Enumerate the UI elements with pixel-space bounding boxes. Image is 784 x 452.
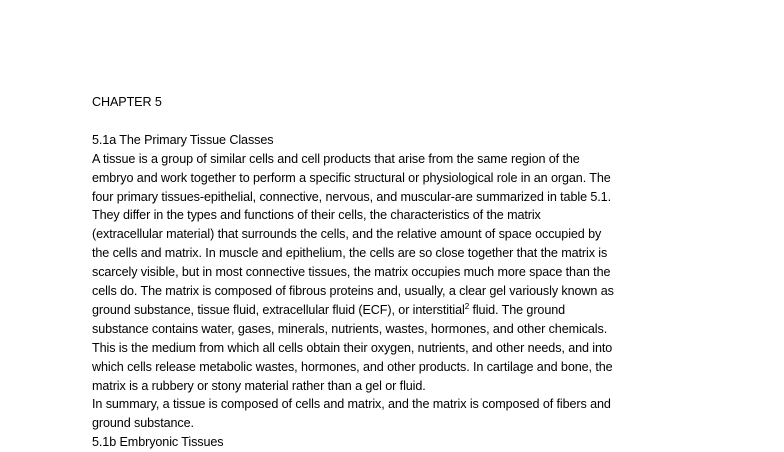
paragraph-line: They differ in the types and functions of their cells, the characteristics of the matrix: [92, 208, 541, 223]
paragraph-line: matrix is a rubbery or stony material rather than a gel or fluid.: [92, 378, 426, 393]
paragraph-line: scarcely visible, but in most connective tissues, the matrix occupies much more space than the: [92, 265, 611, 280]
paragraph-line: which cells release metabolic wastes, hormones, and other products. In cartilage and bone, the: [92, 359, 613, 374]
paragraph-line: This is the medium from which all cells obtain their oxygen, nutrients, and other needs, and into: [92, 340, 613, 355]
paragraph-line: the cells and matrix. In muscle and epithelium, the cells are so close together that the matrix is: [92, 246, 608, 261]
paragraph-line-with-footnote: [92, 301, 692, 320]
line-text: fluid. The ground: [469, 302, 566, 317]
paragraph-line: four primary tissues-epithelial, connective, nervous, and muscular-are summarized in table 5.1.: [92, 189, 611, 204]
paragraph-line: ground substance.: [92, 416, 194, 431]
paragraph-summary: [92, 395, 692, 433]
document-body: [92, 93, 692, 452]
paragraph-line: substance contains water, gases, minerals, nutrients, wastes, hormones, and other chemicals.: [92, 321, 608, 336]
paragraph-line: cells do. The matrix is composed of fibrous proteins and, usually, a clear gel variously known as: [92, 284, 614, 299]
paragraph-line: (extracellular material) that surrounds the cells, and the relative amount of space occupied by: [92, 227, 602, 242]
paragraph-tissue-definition: [92, 150, 692, 396]
blank-line: [92, 112, 692, 131]
paragraph-line: embryo and work together to perform a specific structural or physiological role in an organ. The: [92, 170, 611, 185]
section-heading-embryonic-tissues: 5.1b Embryonic Tissues: [92, 435, 224, 450]
paragraph-line: A tissue is a group of similar cells and cell products that arise from the same region of the: [92, 151, 580, 166]
section-heading-primary-tissue-classes: 5.1a The Primary Tissue Classes: [92, 132, 274, 147]
paragraph-line: In summary, a tissue is composed of cells and matrix, and the matrix is composed of fibers and: [92, 397, 611, 412]
footnote-marker: 2: [464, 301, 470, 311]
chapter-label: CHAPTER 5: [92, 95, 162, 109]
line-text: ground substance, tissue fluid, extracellular fluid (ECF), or interstitial: [92, 302, 465, 317]
